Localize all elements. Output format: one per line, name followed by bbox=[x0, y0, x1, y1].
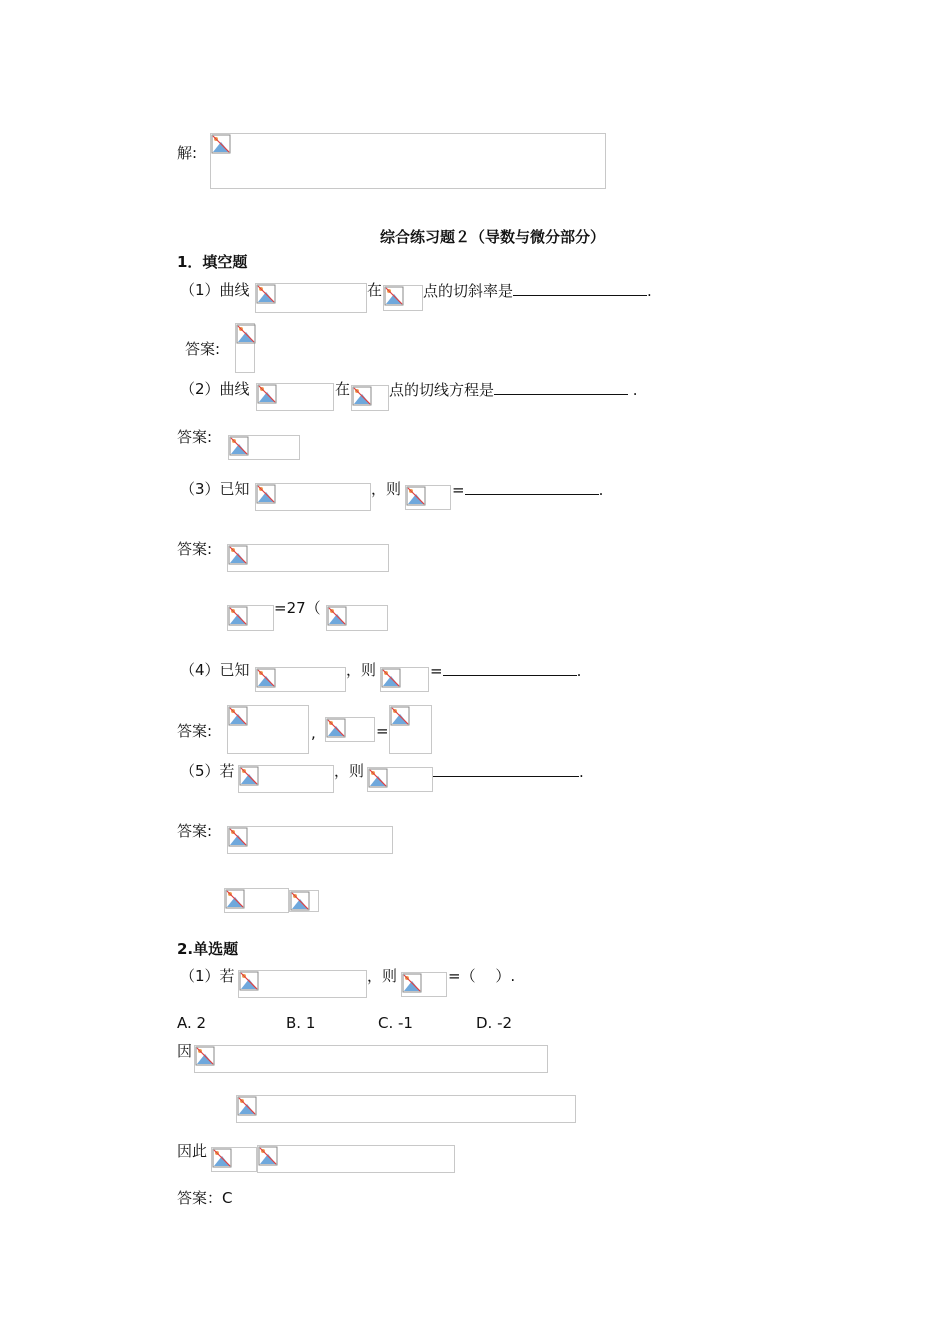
q5-prefix: （5）若 bbox=[180, 762, 235, 780]
formula-image bbox=[211, 1147, 257, 1172]
formula-image bbox=[256, 383, 334, 411]
q3-blank: = . bbox=[452, 481, 604, 499]
formula-image bbox=[227, 605, 274, 631]
formula-image bbox=[235, 323, 255, 373]
formula-image bbox=[383, 285, 423, 311]
formula-image bbox=[255, 667, 346, 692]
broken-image-icon bbox=[390, 706, 410, 726]
answer-line: 答案：C bbox=[177, 1189, 233, 1207]
broken-image-icon bbox=[239, 971, 259, 991]
q5-answer-label: 答案: bbox=[177, 822, 213, 840]
broken-image-icon bbox=[327, 606, 347, 626]
formula-image bbox=[238, 765, 334, 793]
broken-image-icon bbox=[228, 606, 248, 626]
q1-answer-label: 答案: bbox=[185, 340, 221, 358]
formula-image bbox=[401, 972, 447, 997]
q2-suffix: 点的切线方程是 . bbox=[389, 381, 638, 399]
sq1-prefix: （1）若 bbox=[180, 967, 235, 985]
q3-answer-line2: =27（ bbox=[274, 599, 321, 617]
formula-image bbox=[389, 705, 432, 754]
q2-prefix: （2）曲线 bbox=[180, 380, 250, 398]
q5-blank: . bbox=[433, 762, 584, 781]
broken-image-icon bbox=[290, 891, 310, 911]
broken-image-icon bbox=[256, 484, 276, 504]
broken-image-icon bbox=[326, 718, 346, 738]
therefore-label: 因此 bbox=[177, 1142, 208, 1160]
q3-prefix: （3）已知 bbox=[180, 480, 250, 498]
broken-image-icon bbox=[229, 436, 249, 456]
option-a: A. 2 bbox=[177, 1014, 207, 1032]
option-c: C. -1 bbox=[378, 1014, 413, 1032]
q1-prefix: （1）曲线 bbox=[180, 281, 250, 299]
single-heading: 2.单选题 bbox=[177, 940, 239, 958]
broken-image-icon bbox=[384, 286, 404, 306]
sq1-comma: ，则 bbox=[367, 967, 398, 985]
solution-label: 解: bbox=[177, 144, 198, 162]
broken-image-icon bbox=[402, 973, 422, 993]
formula-image bbox=[236, 1095, 576, 1123]
formula-image bbox=[380, 667, 429, 692]
fill-heading: 1．填空题 bbox=[177, 253, 248, 271]
broken-image-icon bbox=[228, 706, 248, 726]
q4-blank: = . bbox=[430, 662, 582, 680]
q1-suffix: 点的切斜率是 . bbox=[423, 282, 652, 300]
q4-eq2: = bbox=[376, 722, 389, 740]
q3-comma: ，则 bbox=[371, 480, 402, 498]
formula-image bbox=[228, 435, 300, 460]
broken-image-icon bbox=[195, 1046, 215, 1066]
broken-image-icon bbox=[225, 889, 245, 909]
broken-image-icon bbox=[236, 324, 256, 344]
section-title: 综合练习题２（导数与微分部分） bbox=[380, 228, 606, 246]
q1-mid: 在 bbox=[367, 281, 383, 299]
broken-image-icon bbox=[368, 768, 388, 788]
formula-image bbox=[255, 283, 367, 313]
broken-image-icon bbox=[256, 668, 276, 688]
broken-image-icon bbox=[237, 1096, 257, 1116]
formula-image bbox=[326, 605, 388, 631]
formula-image bbox=[367, 767, 433, 792]
q2-mid: 在 bbox=[335, 380, 351, 398]
formula-image bbox=[351, 385, 389, 411]
formula-image bbox=[210, 133, 606, 189]
option-d: D. -2 bbox=[476, 1014, 513, 1032]
formula-image bbox=[238, 970, 367, 998]
formula-image bbox=[227, 544, 389, 572]
broken-image-icon bbox=[228, 545, 248, 565]
broken-image-icon bbox=[239, 766, 259, 786]
formula-image bbox=[325, 717, 375, 742]
q4-answer-label: 答案: bbox=[177, 722, 213, 740]
q4-comma: ，则 bbox=[346, 661, 377, 679]
formula-image bbox=[224, 888, 289, 913]
broken-image-icon bbox=[258, 1146, 278, 1166]
formula-image bbox=[227, 705, 309, 754]
formula-image bbox=[194, 1045, 548, 1073]
broken-image-icon bbox=[256, 284, 276, 304]
broken-image-icon bbox=[352, 386, 372, 406]
broken-image-icon bbox=[211, 134, 231, 154]
broken-image-icon bbox=[228, 827, 248, 847]
sq1-tail: =（ ）. bbox=[448, 967, 516, 985]
formula-image bbox=[255, 483, 371, 511]
broken-image-icon bbox=[257, 384, 277, 404]
q2-answer-label: 答案: bbox=[177, 428, 213, 446]
q4-sep: , bbox=[311, 724, 316, 742]
option-b: B. 1 bbox=[286, 1014, 316, 1032]
formula-image bbox=[257, 1145, 455, 1173]
q3-answer-label: 答案: bbox=[177, 540, 213, 558]
because-label: 因 bbox=[177, 1042, 193, 1060]
broken-image-icon bbox=[212, 1148, 232, 1168]
q5-comma: ，则 bbox=[334, 762, 365, 780]
formula-image bbox=[227, 826, 393, 854]
q4-prefix: （4）已知 bbox=[180, 661, 250, 679]
formula-image bbox=[289, 890, 319, 912]
broken-image-icon bbox=[381, 668, 401, 688]
broken-image-icon bbox=[406, 486, 426, 506]
formula-image bbox=[405, 485, 451, 510]
